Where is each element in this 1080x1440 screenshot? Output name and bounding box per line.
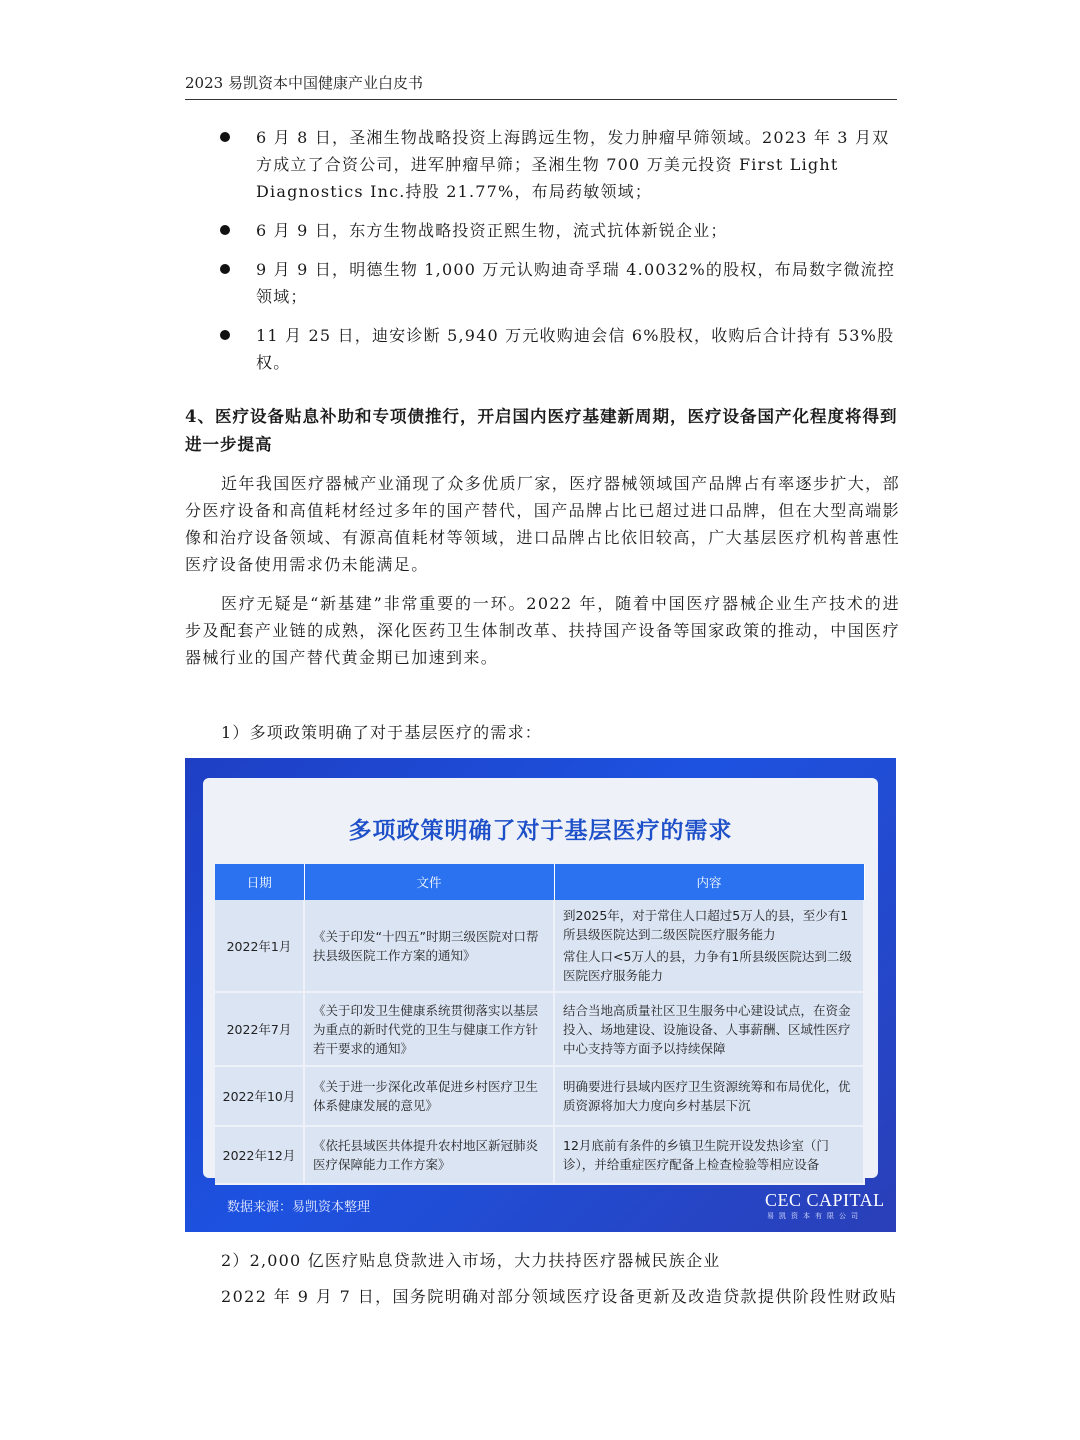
paragraph-2: 医疗无疑是“新基建”非常重要的一环。2022 年，随着中国医疗器械企业生产技术的进步及配套产业链的成熟，深化医药卫生体制改革、扶持国产设备等国家政策的推动，中国医疗器械行业的国产替代黄金期已加速到来。 (185, 594, 900, 667)
cell-date: 2022年1月 (215, 900, 304, 992)
content-line: 常住人口<5万人的县，力争有1所县级医院达到二级医院医疗服务能力 (563, 949, 852, 983)
table-row (215, 1126, 864, 1184)
header-content: 内容 (554, 864, 864, 900)
table-row (215, 992, 864, 1066)
list-item (220, 256, 910, 310)
content-line: 明确要进行县域内医疗卫生资源统筹和布局优化，优质资源将加大力度向乡村基层下沉 (563, 1079, 851, 1113)
cell-content (554, 992, 864, 1066)
subheading-1: 1）多项政策明确了对于基层医疗的需求： (221, 723, 542, 742)
table-header-row (215, 864, 864, 900)
table-row (215, 1066, 864, 1126)
page-header: 2023 易凯资本中国健康产业白皮书 (185, 72, 897, 100)
cec-capital-logo: CEC CAPITAL (765, 1190, 885, 1210)
cell-date: 2022年10月 (215, 1066, 304, 1126)
figure-source: 数据来源：易凯资本整理 (227, 1200, 371, 1215)
bullet-text: 11 月 25 日，迪安诊断 5,940 万元收购迪会信 6%股权，收购后合计持有 53%股权。 (256, 326, 895, 372)
policy-table (215, 864, 865, 1185)
list-item (220, 217, 910, 244)
cell-date: 2022年7月 (215, 992, 304, 1066)
cell-content (554, 1066, 864, 1126)
cell-document: 《关于进一步深化改革促进乡村医疗卫生体系健康发展的意见》 (304, 1066, 554, 1126)
cec-capital-logo-subtitle: 易凯资本有限公司 (767, 1212, 863, 1220)
cell-document: 《关于印发卫生健康系统贯彻落实以基层为重点的新时代党的卫生与健康工作方针若干要求的通知》 (304, 992, 554, 1066)
figure-title: 多项政策明确了对于基层医疗的需求 (348, 818, 733, 844)
bullet-dot-icon (220, 225, 230, 235)
figure-card (203, 778, 878, 1178)
header-document: 文件 (304, 864, 554, 900)
section-title: 4、医疗设备贴息补助和专项债推行，开启国内医疗基建新周期，医疗设备国产化程度将得到进一步提高 (185, 407, 898, 454)
policy-figure (185, 758, 896, 1232)
bullet-list (220, 124, 910, 388)
paragraph-1: 近年我国医疗器械产业涌现了众多优质厂家，医疗器械领域国产品牌占有率逐步扩大，部分医疗设备和高值耗材经过多年的国产替代，国产品牌占比已超过进口品牌，但在大型高端影像和治疗设备领域、有源高值耗材等领域，进口品牌占比依旧较高，广大基层医疗机构普惠性医疗设备使用需求仍未能满足。 (185, 474, 900, 574)
bullet-dot-icon (220, 264, 230, 274)
bullet-dot-icon (220, 330, 230, 340)
bullet-text: 6 月 8 日，圣湘生物战略投资上海鹍远生物，发力肿瘤早筛领域。2023 年 3 月双方成立了合资公司，进军肿瘤早筛；圣湘生物 700 万美元投资 First Light Diagnostics Inc.持股 21.77%，布局药敏领域； (256, 128, 890, 201)
content-line: 12月底前有条件的乡镇卫生院开设发热诊室（门诊），并给重症医疗配备上检查检验等相应设备 (563, 1138, 829, 1172)
cell-document: 《关于印发“十四五”时期三级医院对口帮扶县级医院工作方案的通知》 (304, 900, 554, 992)
cell-document: 《依托县域医共体提升农村地区新冠肺炎医疗保障能力工作方案》 (304, 1126, 554, 1184)
subheading-2: 2）2,000 亿医疗贴息贷款进入市场，大力扶持医疗器械民族企业 (221, 1251, 721, 1270)
bullet-text: 6 月 9 日，东方生物战略投资正熙生物，流式抗体新锐企业； (256, 221, 728, 240)
cell-content (554, 1126, 864, 1184)
header-date: 日期 (215, 864, 304, 900)
bullet-text: 9 月 9 日，明德生物 1,000 万元认购迪奇孚瑞 4.0032%的股权，布局数字微流控领域； (256, 260, 896, 306)
cell-content (554, 900, 864, 992)
list-item (220, 124, 910, 205)
table-row (215, 900, 864, 992)
paragraph-3: 2022 年 9 月 7 日，国务院明确对部分领域医疗设备更新及改造贷款提供阶段性财政贴 (221, 1287, 898, 1306)
bullet-dot-icon (220, 132, 230, 142)
cell-date: 2022年12月 (215, 1126, 304, 1184)
list-item (220, 322, 910, 376)
content-line: 结合当地高质量社区卫生服务中心建设试点，在资金投入、场地建设、设施设备、人事薪酬、区域性医疗中心支持等方面予以持续保障 (563, 1002, 851, 1056)
content-line: 到2025年，对于常住人口超过5万人的县，至少有1所县级医院达到二级医院医疗服务能力 (563, 908, 849, 942)
